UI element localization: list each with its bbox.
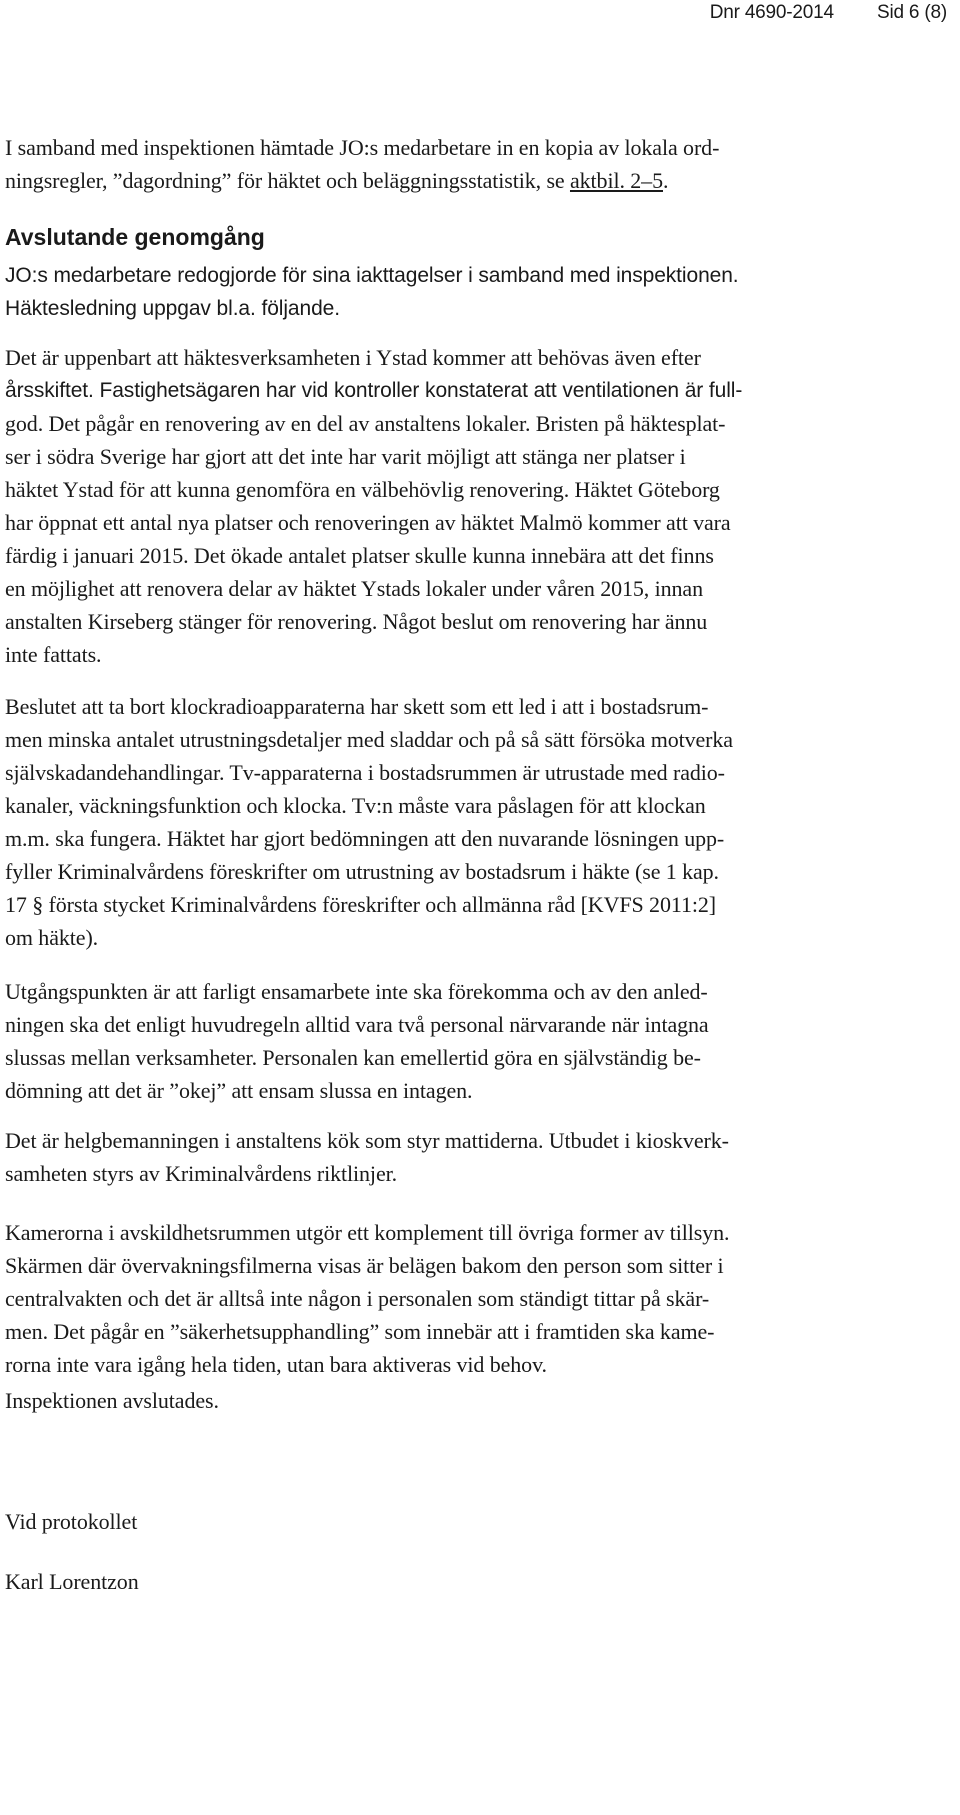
text-line: men. Det pågår en ”säkerhetsupphandling” som innebär att i framtiden ska kame- (5, 1319, 715, 1344)
paragraph-clock-radios (5, 690, 905, 954)
text-line: häktet Ystad för att kunna genomföra en välbehövlig renovering. Häktet Göteborg (5, 477, 720, 502)
text-line: Beslutet att ta bort klockradioapparaterna har skett som ett led i att i bostadsrum- (5, 694, 709, 719)
paragraph-meal-times (5, 1124, 905, 1190)
text-line: om häkte). (5, 925, 99, 950)
text-line: centralvakten och det är alltså inte någon i personalen som ständigt tittar på skär- (5, 1286, 710, 1311)
text-line: rorna inte vara igång hela tiden, utan bara aktiveras vid behov. (5, 1352, 547, 1377)
text-line: Det är helgbemanningen i anstaltens kök som styr mattiderna. Utbudet i kioskverk- (5, 1128, 729, 1153)
paragraph-lone-work (5, 975, 905, 1107)
text-line: inte fattats. (5, 642, 102, 667)
text-line: god. Det pågår en renovering av en del av anstaltens lokaler. Bristen på häktesplat- (5, 411, 726, 436)
text-line: ser i södra Sverige har gjort att det inte har varit möjligt att stänga ner platser i (5, 444, 686, 469)
text-line: fyller Kriminalvårdens föreskrifter om utrustning av bostadsrum i häkte (se 1 kap. (5, 859, 719, 884)
text-line: Kamerorna i avskildhetsrummen utgör ett komplement till övriga former av tillsyn. (5, 1220, 730, 1245)
text-line: men minska antalet utrustningsdetaljer med sladdar och på så sätt försöka motverka (5, 727, 733, 752)
paragraph-cameras (5, 1216, 905, 1381)
text-line: Häktesledning uppgav bl.a. följande. (5, 297, 340, 320)
text-line: en möjlighet att renovera delar av häktet Ystads lokaler under våren 2015, innan (5, 576, 703, 601)
text-line: Utgångspunkten är att farligt ensamarbete inte ska förekomma och av den anled- (5, 979, 708, 1004)
document-number: Dnr 4690-2014 (709, 2, 834, 23)
text-line: ningen ska det enligt huvudregeln alltid vara två personal närvarande när intagna (5, 1012, 709, 1037)
paragraph-renovation (5, 341, 905, 671)
section-heading: Avslutande genomgång (5, 224, 265, 250)
text-line: samheten styrs av Kriminalvårdens riktlinjer. (5, 1161, 398, 1186)
text-line: I samband med inspektionen hämtade JO:s medarbetare in en kopia av lokala ord- (5, 135, 720, 160)
text-line: kanaler, väckningsfunktion och klocka. Tv:n måste vara påslagen för att klockan (5, 793, 706, 818)
page-number: Sid 6 (8) (876, 2, 947, 23)
text-fragment: ningsregler, ”dagordning” för häktet och beläggningsstatistik, se (5, 168, 570, 193)
intro-paragraph (5, 131, 905, 197)
text-line: slussas mellan verksamheter. Personalen kan emellertid göra en självständig be- (5, 1045, 701, 1070)
text-line: 17 § första stycket Kriminalvårdens föreskrifter och allmänna råd [KVFS 2011:2] (5, 892, 716, 917)
text-line: m.m. ska fungera. Häktet har gjort bedömningen att den nuvarande lösningen upp- (5, 826, 725, 851)
page-header (710, 2, 947, 24)
text-line (5, 164, 905, 197)
attachment-link[interactable]: aktbil. 2–5 (569, 168, 663, 193)
text-fragment: . (663, 168, 669, 193)
inspection-concluded: Inspektionen avslutades. (5, 1388, 219, 1413)
signoff-label: Vid protokollet (5, 1509, 138, 1534)
text-line: JO:s medarbetare redogjorde för sina iakttagelser i samband med inspektionen. (5, 264, 739, 287)
text-line: Det är uppenbart att häktesverksamheten i Ystad kommer att behövas även efter (5, 345, 701, 370)
text-line: har öppnat ett antal nya platser och renoveringen av häktet Malmö kommer att vara (5, 510, 731, 535)
text-line: Skärmen där övervakningsfilmerna visas är belägen bakom den person som sitter i (5, 1253, 724, 1278)
text-line: färdig i januari 2015. Det ökade antalet platser skulle kunna innebära att det finns (5, 543, 714, 568)
signatory-name: Karl Lorentzon (5, 1569, 139, 1594)
text-line: årsskiftet. Fastighetsägaren har vid kontroller konstaterat att ventilationen är full- (5, 379, 743, 402)
text-line: dömning att det är ”okej” att ensam slussa en intagen. (5, 1078, 473, 1103)
text-line: anstalten Kirseberg stänger för renovering. Något beslut om renovering har ännu (5, 609, 708, 634)
section-intro (5, 259, 905, 325)
text-line: självskadandehandlingar. Tv-apparaterna i bostadsrummen är utrustade med radio- (5, 760, 725, 785)
